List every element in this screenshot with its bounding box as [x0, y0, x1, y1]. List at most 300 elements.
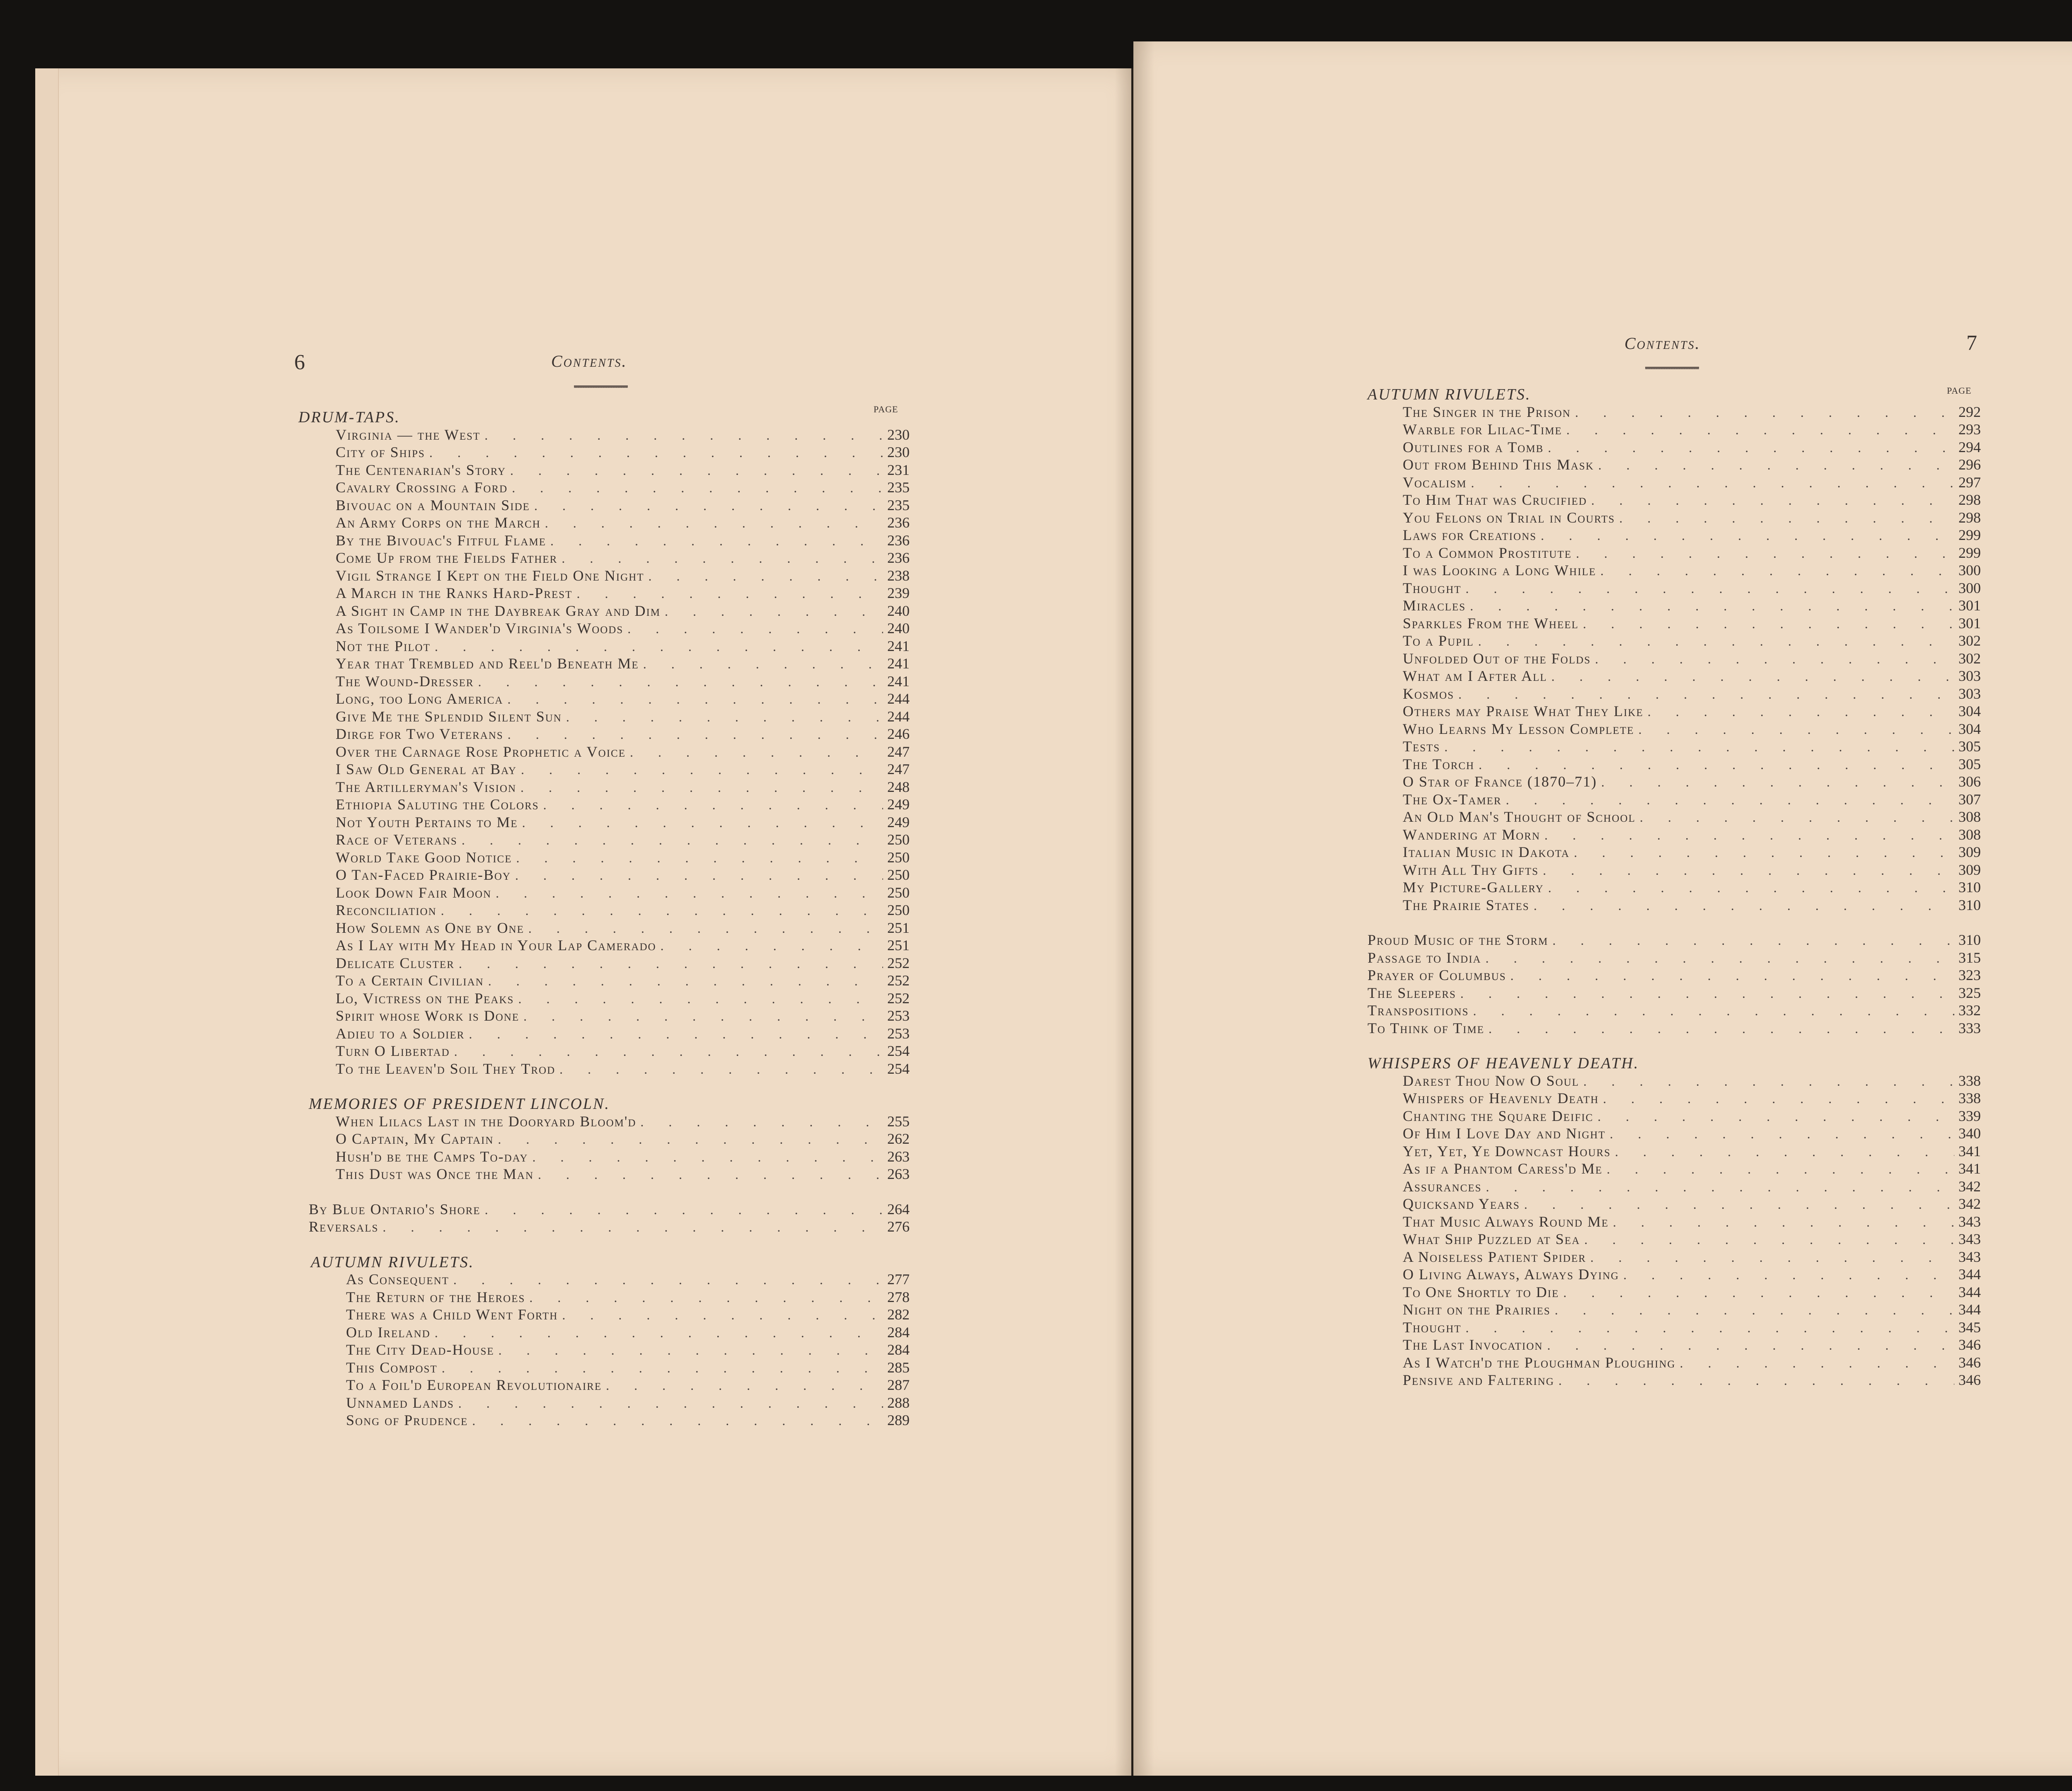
entry-page-number: 284: [887, 1341, 910, 1358]
dot-leader: [484, 428, 883, 443]
entry-page-number: 300: [1958, 562, 1981, 578]
dot-leader: [382, 1220, 883, 1235]
contents-entry: [336, 1060, 910, 1077]
entry-title: Sparkles From the Wheel: [1403, 615, 1579, 632]
entry-page-number: 277: [887, 1271, 910, 1288]
entry-page-number: 344: [1958, 1266, 1981, 1283]
dot-leader: [1548, 440, 1954, 455]
dot-leader: [1613, 1215, 1954, 1230]
dot-leader: [1598, 1109, 1954, 1124]
entry-page-number: 250: [887, 884, 910, 901]
entry-title: Who Learns My Lesson Complete: [1403, 720, 1634, 737]
entry-page-number: 298: [1958, 491, 1981, 508]
entry-page-number: 294: [1958, 438, 1981, 455]
contents-entry: [336, 901, 910, 919]
entry-title: Vocalism: [1403, 474, 1467, 491]
contents-entry: [1403, 1142, 1981, 1160]
contents-entry: [1403, 509, 1981, 526]
entry-title: The Singer in the Prison: [1403, 403, 1571, 420]
dot-leader: [459, 956, 883, 971]
entry-title: Reconciliation: [336, 902, 437, 918]
entry-page-number: 298: [1958, 509, 1981, 526]
contents-entry: [1368, 984, 1981, 1002]
entry-title: Proud Music of the Storm: [1368, 932, 1549, 948]
entry-page-number: 236: [887, 549, 910, 566]
dot-leader: [1583, 1074, 1954, 1089]
entry-title: The Last Invocation: [1403, 1336, 1543, 1353]
contents-entry: [336, 620, 910, 637]
contents-entry: [1403, 808, 1981, 825]
contents-entry: [1403, 1125, 1981, 1142]
entry-page-number: 293: [1958, 421, 1981, 438]
entry-page-number: 251: [887, 937, 910, 954]
dot-leader: [1479, 757, 1954, 772]
contents-entry: [346, 1341, 910, 1358]
dot-leader: [1615, 1144, 1954, 1159]
entry-title: To a Pupil: [1403, 632, 1474, 649]
contents-entry: [336, 796, 910, 813]
contents-entry: [1403, 1230, 1981, 1248]
dot-leader: [515, 868, 883, 883]
dot-leader: [1543, 863, 1954, 878]
dot-leader: [441, 903, 883, 918]
entry-page-number: 253: [887, 1007, 910, 1024]
entry-title: As if a Phantom Caress'd Me: [1403, 1160, 1603, 1177]
dot-leader: [520, 780, 883, 795]
dot-leader: [1610, 1126, 1955, 1142]
dot-leader: [550, 533, 883, 549]
contents-entry: [336, 690, 910, 707]
dot-leader: [454, 1044, 883, 1059]
dot-leader: [1598, 457, 1954, 473]
dot-leader: [429, 445, 883, 460]
dot-leader: [648, 569, 883, 584]
dot-leader: [1640, 810, 1954, 825]
entry-page-number: 304: [1958, 703, 1981, 719]
right-head-rule: [1645, 367, 1699, 369]
contents-entry: [1403, 738, 1981, 755]
contents-entry: [336, 549, 910, 566]
contents-entry: [336, 602, 910, 620]
entry-page-number: 303: [1958, 668, 1981, 684]
dot-leader: [665, 604, 883, 619]
contents-entry: [336, 760, 910, 778]
contents-entry: [336, 637, 910, 655]
entry-page-number: 345: [1958, 1319, 1981, 1336]
dot-leader: [1639, 722, 1954, 737]
entry-page-number: 296: [1958, 456, 1981, 473]
entry-page-number: 231: [887, 461, 910, 478]
entry-title: Thought: [1403, 579, 1462, 596]
entry-page-number: 244: [887, 690, 910, 707]
entry-title: Cavalry Crossing a Ford: [336, 479, 508, 496]
contents-entry: [336, 708, 910, 725]
entry-title: How Solemn as One by One: [336, 919, 524, 936]
dot-leader: [1473, 1003, 1954, 1019]
entry-title: Look Down Fair Moon: [336, 884, 492, 901]
contents-entry: [1403, 632, 1981, 649]
entry-title: Reversals: [309, 1218, 379, 1235]
entry-title: Long, too Long America: [336, 690, 503, 707]
entry-title: Laws for Creations: [1403, 527, 1537, 543]
dot-leader: [1591, 493, 1954, 508]
entry-page-number: 343: [1958, 1231, 1981, 1247]
section-heading: DRUM-TAPS.: [298, 409, 400, 426]
dot-leader: [512, 480, 883, 496]
entry-title: What am I After All: [1403, 668, 1547, 684]
entry-page-number: 307: [1958, 791, 1981, 808]
entry-title: Unnamed Lands: [346, 1394, 454, 1411]
entry-page-number: 252: [887, 972, 910, 989]
contents-entry: [1403, 1107, 1981, 1125]
dot-leader: [498, 1132, 883, 1147]
dot-leader: [1470, 598, 1954, 614]
entry-title: Assurances: [1403, 1178, 1482, 1195]
entry-page-number: 238: [887, 567, 910, 584]
contents-entry: [336, 655, 910, 672]
contents-entry: [1403, 544, 1981, 562]
dot-leader: [661, 938, 883, 954]
contents-entry: [346, 1271, 910, 1288]
dot-leader: [453, 1272, 883, 1288]
contents-entry: [346, 1324, 910, 1341]
entry-page-number: 263: [887, 1148, 910, 1165]
dot-leader: [576, 586, 883, 601]
entry-title: To Him That was Crucified: [1403, 491, 1587, 508]
entry-page-number: 308: [1958, 808, 1981, 825]
contents-entry: [1403, 615, 1981, 632]
entry-page-number: 346: [1958, 1354, 1981, 1371]
entry-title: Adieu to a Soldier: [336, 1025, 465, 1042]
entry-title: As Consequent: [346, 1271, 449, 1288]
entry-page-number: 241: [887, 673, 910, 690]
entry-title: This Compost: [346, 1359, 438, 1376]
contents-entry: [336, 1130, 910, 1147]
entry-title: Miracles: [1403, 597, 1466, 614]
entry-title: Unfolded Out of the Folds: [1403, 650, 1591, 667]
entry-page-number: 305: [1958, 738, 1981, 755]
contents-entry: [346, 1394, 910, 1411]
contents-entry: [1403, 861, 1981, 879]
page-column-label: PAGE: [1947, 385, 1972, 396]
contents-entry: [1403, 597, 1981, 614]
entry-page-number: 248: [887, 778, 910, 795]
contents-entry: [336, 673, 910, 690]
dot-leader: [522, 815, 883, 830]
contents-entry: [1403, 1248, 1981, 1266]
entry-page-number: 344: [1958, 1301, 1981, 1318]
dot-leader: [545, 516, 883, 531]
contents-entry: [1403, 1354, 1981, 1371]
entry-title: Hush'd be the Camps To-day: [336, 1148, 528, 1165]
left-head-rule: [574, 385, 628, 388]
entry-page-number: 247: [887, 743, 910, 760]
dot-leader: [1541, 528, 1954, 543]
entry-title: You Felons on Trial in Courts: [1403, 509, 1615, 526]
dot-leader: [1566, 422, 1954, 438]
contents-entry: [336, 866, 910, 883]
entry-title: Over the Carnage Rose Prophetic a Voice: [336, 743, 626, 760]
dot-leader: [528, 921, 883, 936]
entry-title: O Living Always, Always Dying: [1403, 1266, 1619, 1283]
entry-page-number: 309: [1958, 844, 1981, 860]
entry-page-number: 301: [1958, 597, 1981, 614]
entry-title: Tests: [1403, 738, 1440, 755]
entry-title: The Return of the Heroes: [346, 1288, 525, 1305]
dot-leader: [1458, 687, 1954, 702]
contents-entry: [336, 479, 910, 496]
contents-entry: [336, 514, 910, 531]
entry-page-number: 247: [887, 761, 910, 777]
contents-entry: [1403, 1283, 1981, 1301]
entry-title: The Centenarian's Story: [336, 461, 506, 478]
entry-title: As Toilsome I Wander'd Virginia's Woods: [336, 620, 624, 637]
entry-page-number: 249: [887, 813, 910, 830]
entry-title: Race of Veterans: [336, 831, 457, 848]
dot-leader: [458, 1396, 883, 1411]
entry-title: Italian Music in Dakota: [1403, 844, 1570, 860]
right-page-number: 7: [1966, 331, 1977, 355]
contents-entry: [1403, 1213, 1981, 1230]
dot-leader: [1547, 1338, 1954, 1353]
contents-entry: [1403, 755, 1981, 773]
contents-entry: [1403, 773, 1981, 790]
entry-title: That Music Always Round Me: [1403, 1213, 1609, 1230]
entry-title: As I Lay with My Head in Your Lap Camerado: [336, 937, 656, 954]
entry-page-number: 230: [887, 444, 910, 460]
left-gutter-shadow: [1115, 68, 1133, 1776]
contents-entry: [1403, 685, 1981, 702]
contents-entry: [1368, 931, 1981, 949]
entry-title: An Army Corps on the March: [336, 514, 541, 531]
entry-page-number: 287: [887, 1377, 910, 1393]
entry-page-number: 340: [1958, 1125, 1981, 1142]
entry-title: Turn O Libertad: [336, 1043, 450, 1059]
entry-title: Virginia — the West: [336, 426, 481, 443]
dot-leader: [1552, 669, 1954, 684]
contents-entry: [1403, 526, 1981, 544]
entry-title: Dirge for Two Veterans: [336, 726, 503, 742]
entry-title: By Blue Ontario's Shore: [309, 1200, 481, 1217]
entry-page-number: 284: [887, 1324, 910, 1341]
section-heading: AUTUMN RIVULETS.: [1368, 386, 1531, 403]
dot-leader: [1552, 933, 1954, 948]
entry-title: By the Bivouac's Fitful Flame: [336, 532, 546, 549]
entry-title: This Dust was Once the Man: [336, 1166, 534, 1182]
entry-title: Others may Praise What They Like: [1403, 703, 1644, 719]
dot-leader: [1466, 1320, 1954, 1336]
dot-leader: [1506, 792, 1954, 808]
dot-leader: [1590, 1250, 1954, 1265]
entry-title: A Noiseless Patient Spider: [1403, 1248, 1586, 1265]
entry-page-number: 310: [1958, 932, 1981, 948]
contents-entry: [336, 567, 910, 584]
contents-entry: [336, 443, 910, 461]
dot-leader: [523, 1009, 883, 1024]
entry-page-number: 301: [1958, 615, 1981, 632]
entry-page-number: 308: [1958, 826, 1981, 843]
entry-title: To the Leaven'd Soil They Trod: [336, 1060, 556, 1077]
entry-page-number: 240: [887, 620, 910, 637]
entry-title: The Sleepers: [1368, 984, 1456, 1001]
entry-page-number: 305: [1958, 755, 1981, 772]
dot-leader: [462, 833, 883, 848]
contents-entry: [1403, 1336, 1981, 1353]
contents-entry: [336, 1113, 910, 1130]
contents-entry: [1368, 949, 1981, 966]
entry-page-number: 342: [1958, 1178, 1981, 1195]
entry-title: Delicate Cluster: [336, 954, 455, 971]
dot-leader: [496, 886, 883, 901]
entry-page-number: 303: [1958, 685, 1981, 702]
entry-title: Whispers of Heavenly Death: [1403, 1090, 1599, 1106]
entry-page-number: 292: [1958, 403, 1981, 420]
dot-leader: [1544, 828, 1954, 843]
entry-title: The City Dead-House: [346, 1341, 494, 1358]
dot-leader: [472, 1413, 883, 1428]
contents-entry: [1403, 1160, 1981, 1177]
dot-leader: [630, 745, 883, 760]
contents-entry: [1403, 879, 1981, 896]
entry-page-number: 263: [887, 1166, 910, 1182]
right-gutter-shadow: [1133, 41, 1154, 1776]
contents-entry: [336, 1025, 910, 1042]
entry-page-number: 332: [1958, 1002, 1981, 1019]
entry-title: Lo, Victress on the Peaks: [336, 990, 514, 1007]
entry-page-number: 306: [1958, 773, 1981, 790]
entry-title: To One Shortly to Die: [1403, 1283, 1559, 1300]
entry-page-number: 276: [887, 1218, 910, 1235]
contents-entry: [336, 725, 910, 743]
contents-entry: [346, 1376, 910, 1394]
entry-page-number: 309: [1958, 861, 1981, 878]
entry-page-number: 235: [887, 479, 910, 496]
entry-page-number: 262: [887, 1130, 910, 1147]
entry-title: Yet, Yet, Ye Downcast Hours: [1403, 1142, 1611, 1159]
entry-title: O Star of France (1870–71): [1403, 773, 1597, 790]
dot-leader: [1595, 651, 1954, 667]
dot-leader: [1648, 704, 1954, 719]
entry-title: The Wound-Dresser: [336, 673, 474, 690]
entry-title: Bivouac on a Mountain Side: [336, 496, 530, 513]
entry-page-number: 302: [1958, 632, 1981, 649]
entry-title: To a Common Prostitute: [1403, 544, 1572, 561]
entry-title: Night on the Prairies: [1403, 1301, 1551, 1318]
contents-entry: [336, 426, 910, 443]
dot-leader: [640, 1114, 883, 1130]
contents-entry: [1403, 1072, 1981, 1089]
entry-page-number: 249: [887, 796, 910, 813]
contents-entry: [1403, 562, 1981, 579]
entry-title: The Torch: [1403, 755, 1475, 772]
contents-entry: [1403, 456, 1981, 473]
entry-title: As I Watch'd the Ploughman Ploughing: [1403, 1354, 1676, 1371]
contents-entry: [336, 1148, 910, 1165]
entry-title: Pensive and Faltering: [1403, 1372, 1554, 1388]
entry-title: With All Thy Gifts: [1403, 861, 1539, 878]
entry-page-number: 252: [887, 990, 910, 1007]
dot-leader: [1548, 880, 1954, 896]
entry-page-number: 325: [1958, 984, 1981, 1001]
contents-entry: [1368, 966, 1981, 984]
contents-entry: [336, 990, 910, 1007]
entry-page-number: 338: [1958, 1072, 1981, 1089]
dot-leader: [1576, 546, 1954, 561]
dot-leader: [478, 674, 883, 690]
dot-leader: [643, 656, 883, 672]
entry-title: Year that Trembled and Reel'd Beneath Me: [336, 655, 639, 672]
dot-leader: [1600, 563, 1954, 578]
dot-leader: [627, 621, 883, 637]
contents-entry: [1403, 579, 1981, 597]
entry-page-number: 338: [1958, 1090, 1981, 1106]
entry-title: A March in the Ranks Hard-Prest: [336, 585, 573, 601]
dot-leader: [1623, 1267, 1954, 1283]
entry-page-number: 315: [1958, 949, 1981, 966]
dot-leader: [518, 991, 883, 1007]
contents-entry: [336, 813, 910, 831]
dot-leader: [1563, 1285, 1954, 1300]
entry-title: Passage to India: [1368, 949, 1481, 966]
entry-title: When Lilacs Last in the Dooryard Bloom'd: [336, 1113, 637, 1130]
entry-title: Old Ireland: [346, 1324, 431, 1341]
contents-entry: [1403, 1089, 1981, 1107]
contents-entry: [336, 743, 910, 760]
section-heading: WHISPERS OF HEAVENLY DEATH.: [1368, 1055, 1639, 1072]
entry-page-number: 250: [887, 902, 910, 918]
dot-leader: [507, 692, 883, 707]
entry-page-number: 341: [1958, 1160, 1981, 1177]
entry-page-number: 246: [887, 726, 910, 742]
dot-leader: [566, 709, 883, 725]
entry-title: Outlines for a Tomb: [1403, 438, 1544, 455]
entry-page-number: 244: [887, 708, 910, 725]
entry-page-number: 302: [1958, 650, 1981, 667]
entry-page-number: 299: [1958, 527, 1981, 543]
dot-leader: [1680, 1355, 1954, 1371]
entry-page-number: 346: [1958, 1336, 1981, 1353]
dot-leader: [1444, 739, 1954, 755]
entry-page-number: 236: [887, 514, 910, 531]
contents-entry: [336, 884, 910, 901]
entry-title: Quicksand Years: [1403, 1196, 1520, 1212]
dot-leader: [1489, 1021, 1954, 1036]
contents-entry: [336, 496, 910, 514]
dot-leader: [1486, 1179, 1955, 1195]
contents-entry: [1403, 702, 1981, 720]
dot-leader: [435, 1325, 883, 1341]
contents-entry: [1403, 421, 1981, 438]
entry-title: An Old Man's Thought of School: [1403, 808, 1636, 825]
entry-title: World Take Good Notice: [336, 849, 512, 866]
entry-page-number: 342: [1958, 1196, 1981, 1212]
entry-page-number: 300: [1958, 579, 1981, 596]
dot-leader: [1555, 1302, 1954, 1318]
dot-leader: [469, 1026, 883, 1042]
dot-leader: [1619, 511, 1954, 526]
entry-page-number: 250: [887, 866, 910, 883]
entry-title: Prayer of Columbus: [1368, 967, 1506, 983]
dot-leader: [1486, 951, 1954, 966]
entry-title: The Artilleryman's Vision: [336, 778, 516, 795]
entry-page-number: 341: [1958, 1142, 1981, 1159]
dot-leader: [606, 1378, 883, 1393]
dot-leader: [510, 463, 883, 478]
entry-page-number: 343: [1958, 1213, 1981, 1230]
contents-entry: [336, 584, 910, 602]
entry-title: The Ox-Tamer: [1403, 791, 1502, 808]
entry-title: Thought: [1403, 1319, 1462, 1336]
